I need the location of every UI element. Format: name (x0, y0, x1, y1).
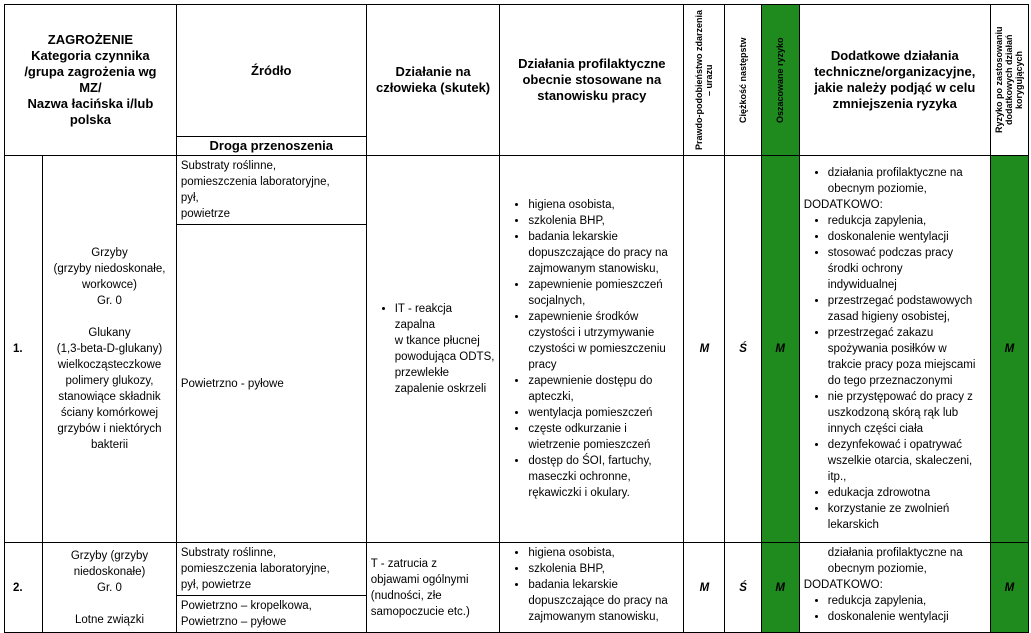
severity-value: Ś (725, 543, 761, 633)
list-item: • nie przystępować do pracy z uszkodzoną skórą rąk lub innych części ciała (828, 389, 986, 437)
list-item: • działania profilaktyczne na obecnym poziomie, (828, 165, 986, 197)
probability-header: Prawdo-podobieństwo zdarzenia – urazu (684, 5, 725, 156)
route-cell: Powietrzno – kropelkowa, Powietrzno – pyłowe (176, 596, 366, 633)
additional-header: Dodatkowe działania techniczne/organizacyjne, jakie należy podjąć w celu zmniejszenia ryzyka (799, 5, 990, 156)
probability-value: M (684, 543, 725, 633)
risk-table (4, 4, 1029, 633)
current-measures-cell (500, 543, 684, 633)
hazard-header-text: ZAGROŻENIE Kategoria czynnika /grupa zagrożenia wg MZ/ Nazwa łacińska i/lub polska (24, 32, 157, 127)
row-number: 2. (5, 543, 43, 633)
list-item: • badania lekarskie dopuszczające do pracy na zajmowanym stanowisku, (528, 577, 679, 625)
route-header: Droga przenoszenia (176, 137, 366, 156)
list-item: • redukcja zapylenia, (828, 213, 986, 229)
list-item: • edukacja zdrowotna (828, 485, 986, 501)
hazard-header (5, 5, 177, 156)
list-item: • doskonalenie wentylacji (828, 229, 986, 245)
list-item: • zapewnienie pomieszczeń socjalnych, (528, 277, 679, 309)
list-item: • zapewnienie środków czystości i utrzymywanie czystości w pomieszczeniu pracy (528, 309, 679, 373)
source-cell: Substraty roślinne, pomieszczenia laboratoryjne, pył, powietrze (176, 543, 366, 596)
source-cell: Substraty roślinne, pomieszczenia laboratoryjne, pył, powietrze (176, 156, 366, 225)
severity-header: Ciężkość następstw (725, 5, 761, 156)
estimated-risk-value: M (761, 543, 799, 633)
effect-cell: T - zatrucia z objawami ogólnymi (nudności, złe samopoczucie etc.) (366, 543, 500, 633)
route-cell: Powietrzno - pyłowe (176, 225, 366, 543)
residual-risk-header: Ryzyko po zastosowaniu dodatkowych działań korygujących (990, 5, 1028, 156)
current-measures-header: Działania profilaktyczne obecnie stosowane na stanowisku pracy (500, 5, 684, 156)
additional-label: DODATKOWO: (803, 579, 883, 591)
hazard-cell: Grzyby (grzyby niedoskonałe) Gr. 0 Lotne związki (43, 543, 177, 633)
list-item: • przestrzegać zakazu spożywania posiłków w trakcie pracy poza miejscami do tego przeznaczonymi (828, 325, 986, 389)
severity-value: Ś (725, 156, 761, 543)
list-item: • wentylacja pomieszczeń (528, 405, 679, 421)
additional-measures-cell (799, 156, 990, 543)
list-item: • doskonalenie wentylacji (828, 609, 986, 625)
additional-label: DODATKOWO: (803, 199, 883, 211)
list-item: • dezynfekować i opatrywać wszelkie otarcia, skaleczeni, itp., (828, 437, 986, 485)
effect-cell (366, 156, 500, 543)
list-item: • higiena osobista, (528, 545, 679, 561)
list-item: • szkolenia BHP, (528, 213, 679, 229)
probability-value: M (684, 156, 725, 543)
list-item: • redukcja zapylenia, (828, 593, 986, 609)
residual-risk-value: M (990, 543, 1028, 633)
row-number: 1. (5, 156, 43, 543)
estimated-risk-header: Oszacowane ryzyko (761, 5, 799, 156)
list-item: • stosować podczas pracy środki ochrony indywidualnej (828, 245, 986, 293)
hazard-cell: Grzyby (grzyby niedoskonałe, workowce) Gr. 0 Glukany (1,3-beta-D-glukany) wielkocząsteczkowe polimery glukozy, stanowiące składnik ściany komórkowej grzybów i niektórych bakterii (43, 156, 177, 543)
estimated-risk-value: M (761, 156, 799, 543)
list-item: • higiena osobista, (528, 197, 679, 213)
list-item: • zapewnienie dostępu do apteczki, (528, 373, 679, 405)
list-item: • korzystanie ze zwolnień lekarskich (828, 501, 986, 533)
list-item: • szkolenia BHP, (528, 561, 679, 577)
additional-measures-cell: działania profilaktyczne na obecnym poziomie, DODATKOWO: • redukcja zapylenia, • doskonalenie wentylacji (799, 543, 990, 633)
list-item: • dostęp do ŚOI, fartuchy, maseczki ochronne, rękawiczki i okulary. (528, 453, 679, 501)
current-measures-cell (500, 156, 684, 543)
effect-header: Działanie na człowieka (skutek) (366, 5, 500, 156)
list-item: • częste odkurzanie i wietrzenie pomieszczeń (528, 421, 679, 453)
residual-risk-value: M (990, 156, 1028, 543)
effect-item: • IT - reakcja zapalna w tkance płucnej powodująca ODTS, przewlekłe zapalenie oskrzeli (395, 301, 496, 397)
list-item: • przestrzegać podstawowych zasad higieny osobistej, (828, 293, 986, 325)
source-header: Źródło (176, 5, 366, 137)
list-item: • badania lekarskie dopuszczające do pracy na zajmowanym stanowisku, (528, 229, 679, 277)
